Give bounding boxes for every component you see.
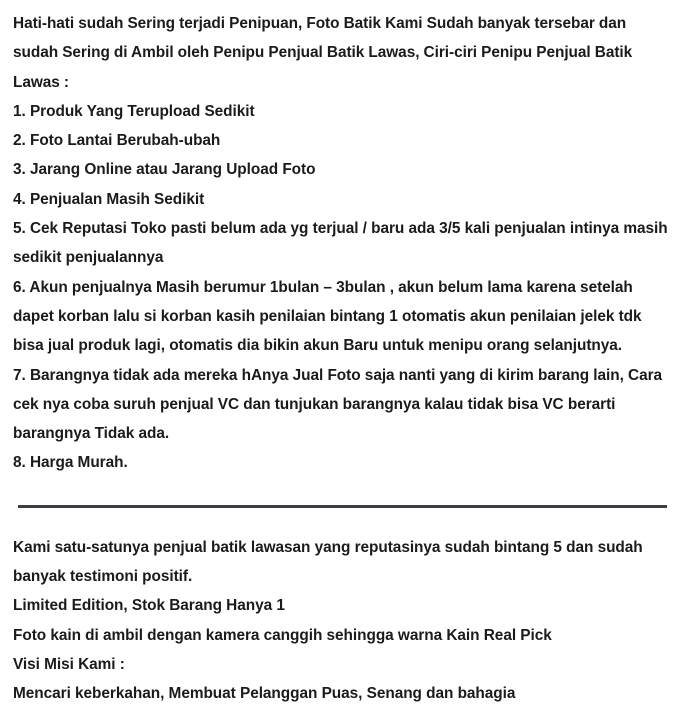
vision-mission-text: Mencari keberkahan, Membuat Pelanggan Puas, Senang dan bahagia <box>13 685 516 703</box>
seller-claim-line: Foto kain di ambil dengan kamera canggih sehingga warna Kain Real Pick <box>13 626 552 644</box>
section-divider <box>18 505 667 508</box>
list-item: 1. Produk Yang Terupload Sedikit <box>13 102 255 120</box>
seller-claim-line: Kami satu-satunya penjual batik lawasan yang reputasinya sudah bintang 5 dan sudah banyak testimoni positif. <box>13 538 643 586</box>
seller-claims-block <box>13 533 673 709</box>
seller-claim-line: Limited Edition, Stok Barang Hanya 1 <box>13 597 285 615</box>
list-item: 6. Akun penjualnya Masih berumur 1bulan – 3bulan , akun belum lama karena setelah dapet korban lalu si korban kasih penilaian bintang 1 otomatis akun penilaian jelek tdk bisa jual produk lagi, otomatis dia bikin akun Baru untuk menipu orang selanjutnya. <box>13 278 642 355</box>
list-item: 8. Harga Murah. <box>13 454 128 472</box>
list-item: 5. Cek Reputasi Toko pasti belum ada yg terjual / baru ada 3/5 kali penjualan intinya masih sedikit penjualannya <box>13 220 668 267</box>
list-item: 2. Foto Lantai Berubah-ubah <box>13 132 221 150</box>
list-item: 4. Penjualan Masih Sedikit <box>13 190 205 208</box>
list-item: 3. Jarang Online atau Jarang Upload Foto <box>13 161 316 179</box>
vision-mission-heading: Visi Misi Kami : <box>13 655 125 673</box>
warning-list <box>13 97 673 478</box>
list-item: 7. Barangnya tidak ada mereka hAnya Jual Foto saja nanti yang di kirim barang lain, Cara cek nya coba suruh penjual VC dan tunjukan barangnya kalau tidak bisa VC berarti barangnya Tidak ada. <box>13 366 663 443</box>
intro-paragraph: Hati-hati sudah Sering terjadi Penipuan, Foto Batik Kami Sudah banyak tersebar dan sudah Sering di Ambil oleh Penipu Penjual Batik Lawas, Ciri-ciri Penipu Penjual Batik Lawas : <box>13 15 633 91</box>
